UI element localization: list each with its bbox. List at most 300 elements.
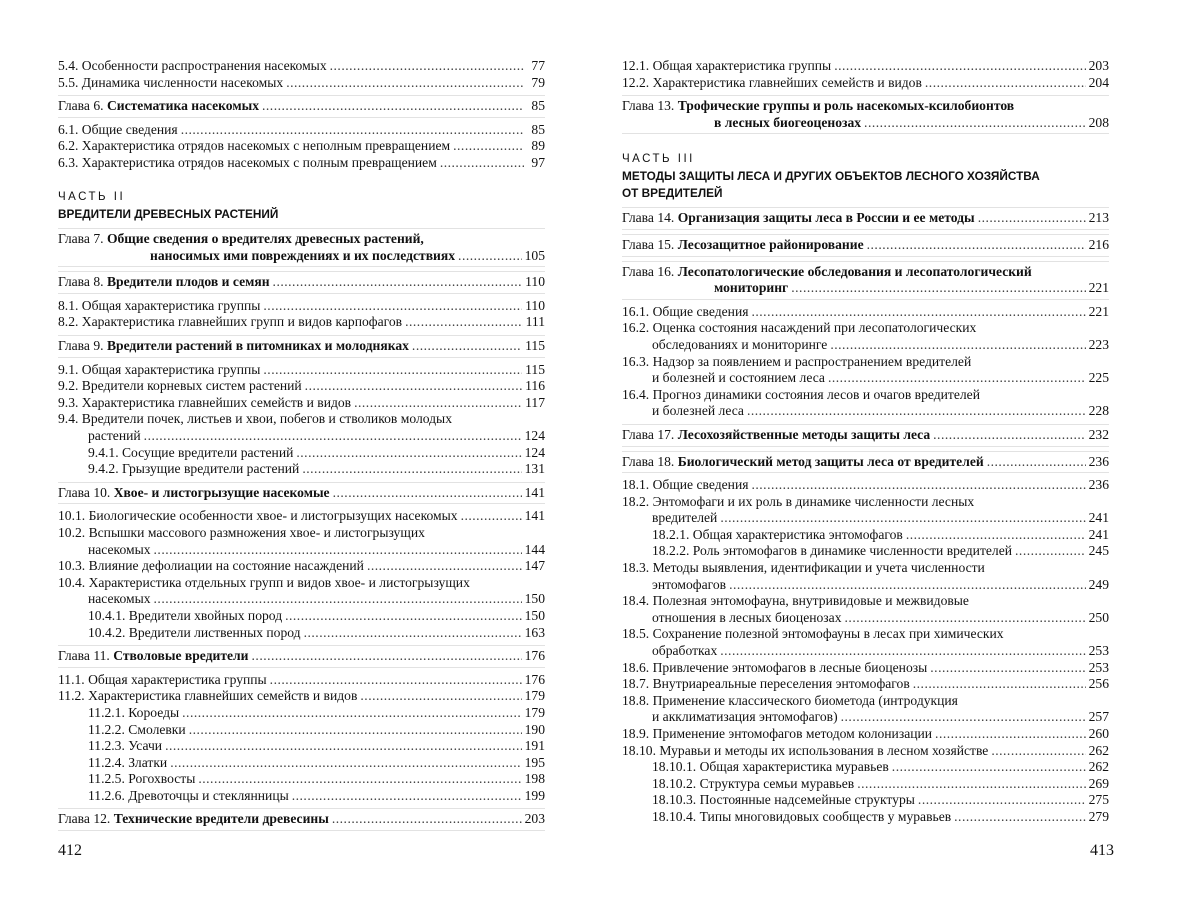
toc-line — [58, 485, 545, 502]
chapter-title: Лесозащитное районирование — [678, 237, 864, 254]
toc-line — [58, 362, 545, 379]
toc-line — [58, 542, 545, 559]
toc-page-right — [622, 58, 1109, 826]
dot-leader — [263, 362, 522, 379]
toc-chapter — [622, 234, 1109, 257]
page-ref: 275 — [1089, 792, 1109, 809]
toc-section — [622, 626, 1109, 659]
toc-line — [622, 370, 1109, 387]
toc-section — [58, 445, 545, 462]
toc-line — [58, 248, 545, 265]
page-ref: 176 — [525, 648, 545, 665]
section-title: 6.1. Общие сведения — [58, 122, 178, 139]
page-ref: 208 — [1089, 115, 1109, 132]
toc-chapter — [622, 451, 1109, 474]
toc-section — [58, 378, 545, 395]
toc-section — [622, 593, 1109, 626]
toc-line — [622, 676, 1109, 693]
toc-section — [58, 122, 545, 139]
dot-leader — [834, 58, 1085, 75]
page-ref: 141 — [525, 485, 545, 502]
dot-leader — [991, 743, 1085, 760]
part-label: ЧАСТЬ III — [622, 150, 1109, 168]
page-ref: 97 — [527, 155, 545, 172]
toc-section — [58, 155, 545, 172]
page-ref: 147 — [525, 558, 545, 575]
toc-section — [622, 304, 1109, 321]
section-title: 10.4.1. Вредители хвойных пород — [88, 608, 282, 625]
page-ref: 85 — [527, 98, 545, 115]
section-title: 18.4. Полезная энтомофауна, внутривидовые и межвидовые — [622, 593, 969, 610]
section-title: 5.5. Динамика численности насекомых — [58, 75, 283, 92]
dot-leader — [906, 527, 1086, 544]
dot-leader — [453, 138, 524, 155]
toc-line — [58, 738, 545, 755]
toc-line — [622, 759, 1109, 776]
section-title: 11.2.5. Рогохвосты — [88, 771, 195, 788]
toc-line — [58, 461, 545, 478]
section-title: 18.10.3. Постоянные надсемейные структуры — [652, 792, 915, 809]
page-ref: 198 — [525, 771, 545, 788]
toc-section — [622, 743, 1109, 760]
page-ref: 77 — [527, 58, 545, 75]
dot-leader — [751, 477, 1085, 494]
toc-section — [58, 738, 545, 755]
toc-line — [622, 543, 1109, 560]
dot-leader — [978, 210, 1086, 227]
toc-section — [622, 660, 1109, 677]
section-title: 18.10.4. Типы многовидовых сообществ у муравьев — [652, 809, 951, 826]
dot-leader — [154, 542, 522, 559]
page-ref: 279 — [1089, 809, 1109, 826]
page-ref: 150 — [525, 591, 545, 608]
page-ref: 124 — [525, 428, 545, 445]
dot-leader — [198, 771, 521, 788]
toc-section — [58, 508, 545, 525]
chapter-title: Вредители растений в питомниках и молодняках — [107, 338, 409, 355]
section-title: 18.2.1. Общая характеристика энтомофагов — [652, 527, 903, 544]
toc-line — [622, 387, 1109, 404]
chapter-title: Общие сведения о вредителях древесных растений, — [107, 231, 424, 248]
toc-line — [58, 98, 545, 115]
section-title-cont: насекомых — [88, 591, 151, 608]
toc-line — [622, 693, 1109, 710]
part-label: ЧАСТЬ II — [58, 188, 545, 206]
page-ref: 179 — [525, 688, 545, 705]
toc-section — [58, 771, 545, 788]
chapter-label: Глава 8. — [58, 274, 104, 291]
page-ref: 115 — [525, 362, 545, 379]
dot-leader — [720, 510, 1085, 527]
dot-leader — [720, 643, 1085, 660]
toc-line — [58, 575, 545, 592]
section-title: 18.2.2. Роль энтомофагов в динамике численности вредителей — [652, 543, 1012, 560]
toc-section — [58, 672, 545, 689]
page-ref: 241 — [1089, 510, 1109, 527]
page-ref: 241 — [1089, 527, 1109, 544]
page-ref: 79 — [527, 75, 545, 92]
section-title: 18.3. Методы выявления, идентификации и учета численности — [622, 560, 985, 577]
toc-line — [58, 378, 545, 395]
page-ref: 131 — [525, 461, 545, 478]
toc-section — [58, 788, 545, 805]
toc-section — [622, 494, 1109, 527]
toc-section — [58, 411, 545, 444]
dot-leader — [412, 338, 522, 355]
section-title: 11.2.1. Короеды — [88, 705, 179, 722]
section-title: 10.1. Биологические особенности хвое- и листогрызущих насекомых — [58, 508, 458, 525]
toc-line — [58, 274, 545, 291]
section-title: 10.3. Влияние дефолиации на состояние насаждений — [58, 558, 364, 575]
dot-leader — [292, 788, 522, 805]
toc-line — [58, 648, 545, 665]
dot-leader — [864, 115, 1086, 132]
toc-section — [622, 560, 1109, 593]
toc-line — [58, 705, 545, 722]
toc-line — [622, 726, 1109, 743]
page-ref: 250 — [1089, 610, 1109, 627]
dot-leader — [189, 722, 522, 739]
toc-section — [58, 314, 545, 331]
page-ref: 203 — [525, 811, 545, 828]
dot-leader — [302, 461, 521, 478]
toc-section — [622, 792, 1109, 809]
toc-chapter — [622, 207, 1109, 230]
toc-section — [622, 693, 1109, 726]
page-number-right: 413 — [1090, 842, 1114, 860]
section-title-cont: и болезней леса — [652, 403, 744, 420]
section-title: 18.2. Энтомофаги и их роль в динамике численности лесных — [622, 494, 974, 511]
chapter-title: Стволовые вредители — [113, 648, 248, 665]
toc-section — [622, 58, 1109, 75]
section-title: 10.2. Вспышки массового размножения хвое- и листогрызущих — [58, 525, 425, 542]
toc-section — [58, 705, 545, 722]
dot-leader — [263, 298, 522, 315]
toc-line — [622, 809, 1109, 826]
toc-section — [622, 543, 1109, 560]
dot-leader — [252, 648, 522, 665]
page-ref: 225 — [1089, 370, 1109, 387]
toc-line — [58, 688, 545, 705]
dot-leader — [845, 610, 1086, 627]
toc-line — [58, 338, 545, 355]
toc-section — [622, 759, 1109, 776]
page-ref: 144 — [525, 542, 545, 559]
page-ref: 256 — [1089, 676, 1109, 693]
section-title: 11.2.6. Древоточцы и стеклянницы — [88, 788, 289, 805]
page-ref: 204 — [1089, 75, 1109, 92]
page-ref: 124 — [525, 445, 545, 462]
chapter-label: Глава 10. — [58, 485, 110, 502]
section-title: 18.8. Применение классического биометода (интродукция — [622, 693, 958, 710]
section-title: 8.1. Общая характеристика группы — [58, 298, 260, 315]
page-ref: 117 — [525, 395, 545, 412]
toc-page-left — [58, 58, 545, 835]
dot-leader — [830, 337, 1085, 354]
toc-line — [58, 231, 545, 248]
dot-leader — [405, 314, 523, 331]
section-title: 12.2. Характеристика главнейших семейств и видов — [622, 75, 922, 92]
toc-line — [58, 558, 545, 575]
section-title: 9.4. Вредители почек, листьев и хвои, побегов и стволиков молодых — [58, 411, 452, 428]
section-title: 18.9. Применение энтомофагов методом колонизации — [622, 726, 932, 743]
page-ref: 262 — [1089, 759, 1109, 776]
toc-line — [58, 298, 545, 315]
section-title-cont: отношения в лесных биоценозах — [652, 610, 842, 627]
dot-leader — [841, 709, 1086, 726]
chapter-title-cont: мониторинг — [714, 280, 788, 297]
chapter-title: Организация защиты леса в России и ее методы — [678, 210, 975, 227]
toc-line — [58, 788, 545, 805]
page-ref: 179 — [525, 705, 545, 722]
chapter-title: Лесопатологические обследования и лесопатологический — [678, 264, 1032, 281]
section-title: 16.3. Надзор за появлением и распространением вредителей — [622, 354, 971, 371]
part-title: МЕТОДЫ ЗАЩИТЫ ЛЕСА И ДРУГИХ ОБЪЕКТОВ ЛЕСНОГО ХОЗЯЙСТВА — [622, 168, 1109, 185]
part-heading — [622, 150, 1109, 201]
section-title: 11.2.4. Златки — [88, 755, 167, 772]
section-title-cont: и болезней и состоянием леса — [652, 370, 825, 387]
toc-line — [622, 237, 1109, 254]
dot-leader — [729, 577, 1086, 594]
page-ref: 89 — [527, 138, 545, 155]
toc-line — [622, 264, 1109, 281]
section-title-cont: растений — [88, 428, 141, 445]
dot-leader — [440, 155, 524, 172]
page-number-left: 412 — [58, 842, 82, 860]
dot-leader — [933, 427, 1085, 444]
chapter-label: Глава 16. — [622, 264, 674, 281]
page-ref: 163 — [525, 625, 545, 642]
page-ref: 213 — [1089, 210, 1109, 227]
toc-line — [622, 776, 1109, 793]
dot-leader — [461, 508, 522, 525]
section-title-cont: насекомых — [88, 542, 151, 559]
toc-section — [622, 477, 1109, 494]
toc-line — [58, 508, 545, 525]
toc-section — [58, 608, 545, 625]
toc-section — [58, 625, 545, 642]
section-title: 18.7. Внутриареальные переселения энтомофагов — [622, 676, 910, 693]
section-title: 18.10.1. Общая характеристика муравьев — [652, 759, 889, 776]
page-ref: 115 — [525, 338, 545, 355]
page-ref: 195 — [525, 755, 545, 772]
chapter-label: Глава 15. — [622, 237, 674, 254]
page-ref: 236 — [1089, 454, 1109, 471]
toc-section — [58, 75, 545, 92]
page-ref: 221 — [1089, 280, 1109, 297]
toc-line — [622, 115, 1109, 132]
dot-leader — [296, 445, 521, 462]
chapter-label: Глава 6. — [58, 98, 104, 115]
page-ref: 190 — [525, 722, 545, 739]
toc-line — [622, 454, 1109, 471]
section-title: 16.2. Оценка состояния насаждений при лесопатологических — [622, 320, 976, 337]
toc-line — [58, 672, 545, 689]
page-ref: 236 — [1089, 477, 1109, 494]
dot-leader — [285, 608, 522, 625]
chapter-label: Глава 11. — [58, 648, 110, 665]
dot-leader — [354, 395, 522, 412]
toc-chapter — [58, 482, 545, 505]
toc-line — [58, 155, 545, 172]
dot-leader — [305, 378, 522, 395]
toc-line — [622, 527, 1109, 544]
dot-leader — [913, 676, 1086, 693]
toc-line — [58, 58, 545, 75]
page-ref: 228 — [1089, 403, 1109, 420]
section-title: 9.4.1. Сосущие вредители растений — [88, 445, 293, 462]
dot-leader — [165, 738, 522, 755]
page-ref: 85 — [527, 122, 545, 139]
page-ref: 260 — [1089, 726, 1109, 743]
chapter-label: Глава 13. — [622, 98, 674, 115]
chapter-title: Биологический метод защиты леса от вредителей — [678, 454, 984, 471]
chapter-label: Глава 18. — [622, 454, 674, 471]
chapter-label: Глава 17. — [622, 427, 674, 444]
toc-line — [58, 138, 545, 155]
chapter-title: Вредители плодов и семян — [107, 274, 270, 291]
page-ref: 257 — [1089, 709, 1109, 726]
toc-section — [622, 320, 1109, 353]
toc-line — [622, 577, 1109, 594]
toc-line — [622, 643, 1109, 660]
section-title: 18.10.2. Структура семьи муравьев — [652, 776, 854, 793]
section-title: 10.4.2. Вредители лиственных пород — [88, 625, 301, 642]
page-ref: 249 — [1089, 577, 1109, 594]
toc-line — [622, 75, 1109, 92]
page-ref: 176 — [525, 672, 545, 689]
part-heading — [58, 188, 545, 223]
dot-leader — [154, 591, 522, 608]
dot-leader — [270, 672, 522, 689]
chapter-label: Глава 12. — [58, 811, 110, 828]
toc-line — [622, 660, 1109, 677]
chapter-title-cont: наносимых ими повреждениях и их последствиях — [150, 248, 455, 265]
dot-leader — [360, 688, 521, 705]
toc-line — [58, 428, 545, 445]
page-ref: 221 — [1089, 304, 1109, 321]
page-ref: 216 — [1089, 237, 1109, 254]
section-title: 16.4. Прогноз динамики состояния лесов и очагов вредителей — [622, 387, 980, 404]
section-title: 6.3. Характеристика отрядов насекомых с полным превращением — [58, 155, 437, 172]
dot-leader — [332, 811, 522, 828]
dot-leader — [935, 726, 1086, 743]
chapter-title-cont: в лесных биогеоценозах — [714, 115, 861, 132]
toc-section — [58, 722, 545, 739]
chapter-label: Глава 14. — [622, 210, 674, 227]
page-ref: 232 — [1089, 427, 1109, 444]
dot-leader — [304, 625, 522, 642]
toc-line — [58, 811, 545, 828]
section-title: 6.2. Характеристика отрядов насекомых с неполным превращением — [58, 138, 450, 155]
section-title-cont: энтомофагов — [652, 577, 726, 594]
toc-line — [58, 445, 545, 462]
toc-chapter — [58, 228, 545, 267]
section-title: 11.2.2. Смолевки — [88, 722, 186, 739]
toc-line — [622, 304, 1109, 321]
section-title: 11.2. Характеристика главнейших семейств и видов — [58, 688, 357, 705]
toc-section — [622, 354, 1109, 387]
toc-chapter — [58, 808, 545, 831]
section-title: 18.1. Общие сведения — [622, 477, 748, 494]
dot-leader — [330, 58, 524, 75]
dot-leader — [791, 280, 1085, 297]
dot-leader — [458, 248, 522, 265]
toc-line — [58, 771, 545, 788]
page-ref: 191 — [525, 738, 545, 755]
toc-section — [622, 776, 1109, 793]
page-ref: 223 — [1089, 337, 1109, 354]
toc-line — [622, 403, 1109, 420]
page-ref: 203 — [1089, 58, 1109, 75]
toc-line — [622, 98, 1109, 115]
toc-line — [58, 411, 545, 428]
page-ref: 116 — [525, 378, 545, 395]
toc-chapter — [58, 95, 545, 118]
toc-line — [622, 610, 1109, 627]
toc-section — [58, 298, 545, 315]
toc-section — [622, 75, 1109, 92]
toc-section — [58, 138, 545, 155]
toc-section — [58, 395, 545, 412]
section-title: 11.1. Общая характеристика группы — [58, 672, 267, 689]
section-title: 18.5. Сохранение полезной энтомофауны в лесах при химических — [622, 626, 1004, 643]
toc-line — [58, 75, 545, 92]
dot-leader — [857, 776, 1085, 793]
toc-line — [622, 709, 1109, 726]
page-ref: 110 — [525, 274, 545, 291]
dot-leader — [170, 755, 521, 772]
section-title: 18.6. Привлечение энтомофагов в лесные биоценозы — [622, 660, 927, 677]
toc-line — [622, 354, 1109, 371]
toc-section — [622, 676, 1109, 693]
dot-leader — [751, 304, 1085, 321]
dot-leader — [144, 428, 522, 445]
toc-section — [622, 809, 1109, 826]
toc-section — [58, 688, 545, 705]
section-title-cont: обработках — [652, 643, 717, 660]
section-title: 11.2.3. Усачи — [88, 738, 162, 755]
section-title-cont: обследованиях и мониторинге — [652, 337, 827, 354]
page-ref: 245 — [1089, 543, 1109, 560]
page-ref: 111 — [526, 314, 545, 331]
toc-chapter — [622, 95, 1109, 134]
toc-line — [58, 314, 545, 331]
section-title: 10.4. Характеристика отдельных групп и видов хвое- и листогрызущих — [58, 575, 470, 592]
toc-chapter — [58, 335, 545, 358]
toc-section — [58, 755, 545, 772]
section-title: 9.4.2. Грызущие вредители растений — [88, 461, 299, 478]
toc-line — [622, 210, 1109, 227]
toc-chapter — [622, 424, 1109, 447]
section-title: 12.1. Общая характеристика группы — [622, 58, 831, 75]
chapter-label: Глава 7. — [58, 231, 104, 248]
toc-section — [58, 558, 545, 575]
toc-section — [622, 726, 1109, 743]
dot-leader — [1015, 543, 1086, 560]
section-title: 9.3. Характеристика главнейших семейств и видов — [58, 395, 351, 412]
toc-section — [622, 387, 1109, 420]
dot-leader — [333, 485, 522, 502]
section-title-cont: и акклиматизация энтомофагов) — [652, 709, 838, 726]
chapter-title: Хвое- и листогрызущие насекомые — [114, 485, 330, 502]
part-title: ВРЕДИТЕЛИ ДРЕВЕСНЫХ РАСТЕНИЙ — [58, 206, 545, 223]
page-ref: 253 — [1089, 660, 1109, 677]
toc-line — [622, 427, 1109, 444]
toc-line — [58, 122, 545, 139]
toc-line — [58, 755, 545, 772]
toc-line — [622, 593, 1109, 610]
